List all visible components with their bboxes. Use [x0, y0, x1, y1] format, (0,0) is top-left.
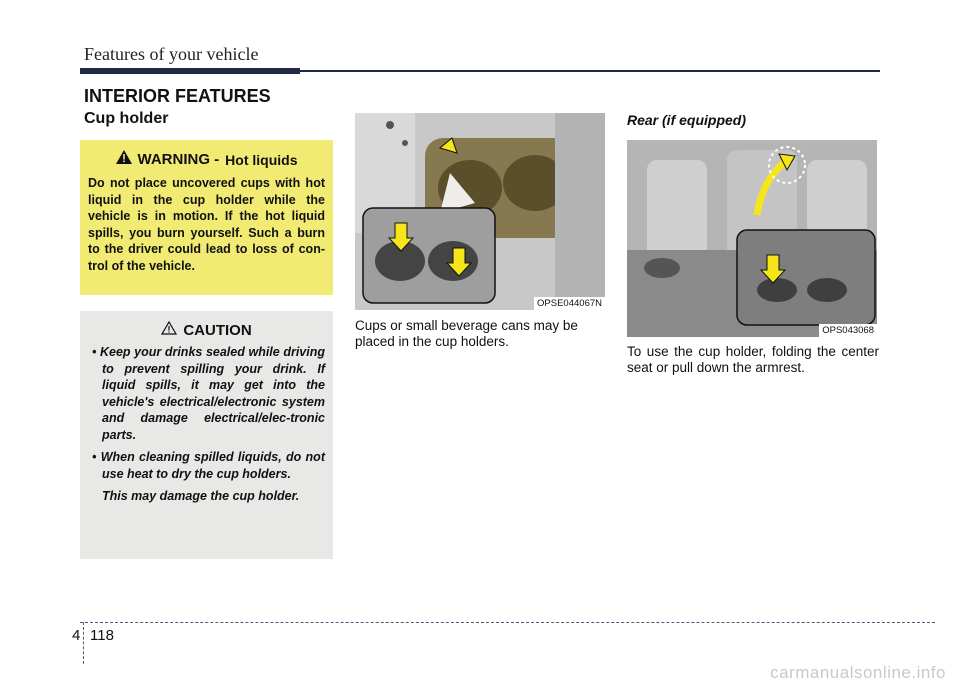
warning-body: Do not place uncovered cups with hot liquid in the cup holder while the vehicle is in motion. If the hot liquid spills, you burn yourself. Such a burn to the driver could lead to loss of con-trol of the vehicle.: [88, 176, 325, 273]
caution-label: CAUTION: [183, 322, 252, 339]
footer-rule: [80, 622, 935, 623]
caution-item: • Keep your drinks sealed while driving to prevent spilling your drink. If liquid spills, it may get into the vehicle's electrical/electronic system and damage electrical/elec-tronic parts.: [92, 345, 325, 442]
header-title: Features of your vehicle: [84, 44, 259, 64]
cup-holder-text: Cups or small beverage cans may be placed in the cup holders.: [355, 318, 578, 349]
header-bar: [80, 68, 300, 74]
warning-box: [80, 140, 333, 295]
caution-item: • When cleaning spilled liquids, do not use heat to dry the cup holders.: [92, 450, 325, 481]
caution-triangle-icon: [161, 321, 177, 340]
rear-title: Rear (if equipped): [627, 112, 747, 128]
caution-extra: This may damage the cup holder.: [102, 489, 300, 503]
warning-triangle-icon: [116, 150, 132, 169]
warning-label: WARNING -: [137, 151, 220, 168]
caution-list: [88, 344, 325, 482]
subsection-title: Cup holder: [84, 110, 169, 127]
warning-heading: [88, 150, 325, 169]
page-number: 118: [90, 627, 114, 644]
figure-code: OPS043068: [819, 324, 877, 337]
watermark: carmanualsonline.info: [770, 663, 946, 682]
rear-text: To use the cup holder, folding the center seat or pull down the armrest.: [627, 344, 879, 375]
figure-code: OPSE044067N: [534, 297, 605, 310]
rear-cup-holder-photo: [627, 140, 877, 337]
chapter-number: 4: [72, 627, 81, 644]
section-title: INTERIOR FEATURES: [84, 86, 271, 106]
cup-holder-photo: [355, 113, 605, 310]
warning-subheading: Hot liquids: [225, 151, 298, 168]
caution-heading: [88, 321, 325, 340]
footer-divider: [83, 622, 84, 664]
caution-box: [80, 311, 333, 559]
header-rule: [300, 70, 880, 72]
